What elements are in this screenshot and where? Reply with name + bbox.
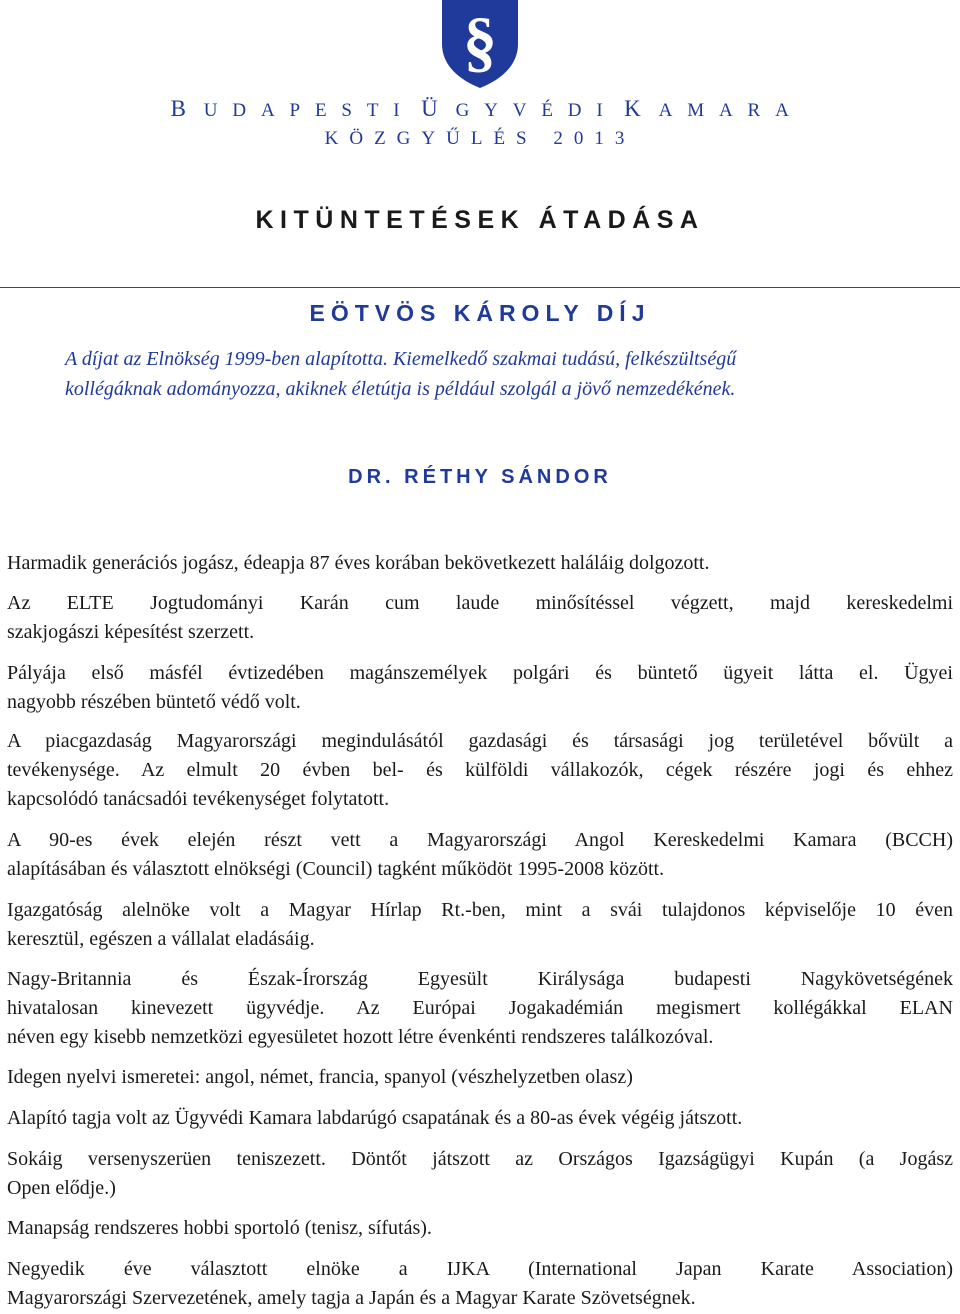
bio-paragraph: [7, 896, 953, 954]
bio-paragraph: [7, 1214, 953, 1243]
bio-line: tevékenysége. Az elmult 20 évben bel- és külföldi vállakozók, cégek részére jogi és ehhez: [7, 759, 953, 781]
bio-line: alapításában és választott elnökségi (Council) tagként működöt 1995-2008 között.: [7, 858, 665, 880]
bio-paragraph: [7, 589, 953, 647]
person-name: DR. RÉTHY SÁNDOR: [348, 466, 612, 488]
bio-line: nagyobb részében büntető védő volt.: [7, 691, 301, 713]
bio-paragraph: [7, 1063, 953, 1092]
chamber-subtitle: KÖZGYŰLÉS 2013: [324, 128, 636, 149]
bio-line: Igazgatóság alelnöke volt a Magyar Hírlap Rt.-ben, mint a svái tulajdonos képviselője 10 éven: [7, 899, 953, 921]
bio-line: Harmadik generációs jogász, édeapja 87 éves korában bekövetkezett haláláig dolgozott.: [7, 552, 710, 574]
bio-line: Alapító tagja volt az Ügyvédi Kamara labdarúgó csapatának és a 80-as évek végéig játszott.: [7, 1107, 743, 1129]
bio-line: Idegen nyelvi ismeretei: angol, német, francia, spanyol (vészhelyzetben olasz): [7, 1066, 633, 1088]
bio-paragraph: [7, 826, 953, 884]
bio-paragraph: [7, 659, 953, 717]
bio-paragraph: [7, 1104, 953, 1133]
bio-paragraph: [7, 727, 953, 814]
bio-line: Open elődje.): [7, 1177, 116, 1199]
divider: [0, 287, 960, 288]
award-title: EÖTVÖS KÁROLY DÍJ: [309, 300, 651, 326]
bio-line: hivatalosan kinevezett ügyvédje. Az Európai Jogakadémián megismert kollégákkal ELAN: [7, 997, 953, 1019]
bio-paragraph: [7, 549, 953, 578]
bio-line: szakjogászi képesítést szerzett.: [7, 621, 255, 643]
award-description: [65, 344, 945, 404]
bio-paragraph: [7, 1145, 953, 1203]
bio-line: Negyedik éve választott elnöke a IJKA (International Japan Karate Association): [7, 1258, 953, 1280]
bio-line: Az ELTE Jogtudományi Karán cum laude minősítéssel végzett, majd kereskedelmi: [7, 592, 953, 614]
bio-line: Magyarországi Szervezetének, amely tagja a Japán és a Magyar Karate Szövetségnek.: [7, 1287, 696, 1309]
chamber-title-word: Ü G Y V É D I: [421, 96, 604, 121]
chamber-title: [0, 96, 960, 122]
bio-line: Nagy-Britannia és Észak-Írország Egyesült Királysága budapesti Nagykövetségének: [7, 968, 953, 990]
bio-paragraph: [7, 965, 953, 1052]
award-description-line: kollégáknak adományozza, akiknek életútja is például szolgál a jövő nemzedékének.: [65, 378, 736, 400]
bio-line: néven egy kisebb nemzetközi egyesületet hozott létre évenkénti rendszeres találkozóval.: [7, 1026, 714, 1048]
bio-line: Sokáig versenyszerüen teniszezett. Döntőt játszott az Országos Igazságügyi Kupán (a Jogász: [7, 1148, 953, 1170]
bio-line: Manapság rendszeres hobbi sportoló (tenisz, sífutás).: [7, 1217, 432, 1239]
bio-line: keresztül, egészen a vállalat eladásáig.: [7, 928, 315, 950]
bio-line: kapcsolódó tanácsadói tevékenységet folytatott.: [7, 788, 390, 810]
chamber-title-word: B U D A P E S T I: [170, 96, 401, 121]
bio-paragraph: [7, 1255, 953, 1313]
chamber-title-word: K A M A R A: [624, 96, 790, 121]
main-heading: KITÜNTETÉSEK ÁTADÁSA: [255, 206, 705, 234]
bio-line: A 90-es évek elején részt vett a Magyarországi Angol Kereskedelmi Kamara (BCCH): [7, 829, 953, 851]
bio-line: A piacgazdaság Magyarországi megindulásától gazdasági és társasági jog területével bővült a: [7, 730, 953, 752]
section-sign-glyph: §: [463, 3, 497, 79]
award-description-line: A díjat az Elnökség 1999-ben alapította. Kiemelkedő szakmai tudású, felkészültségű: [65, 348, 737, 370]
shield-logo: [440, 0, 520, 88]
bio-line: Pályája első másfél évtizedében magánszemélyek polgári és büntető ügyeit látta el. Ügyei: [7, 662, 953, 684]
